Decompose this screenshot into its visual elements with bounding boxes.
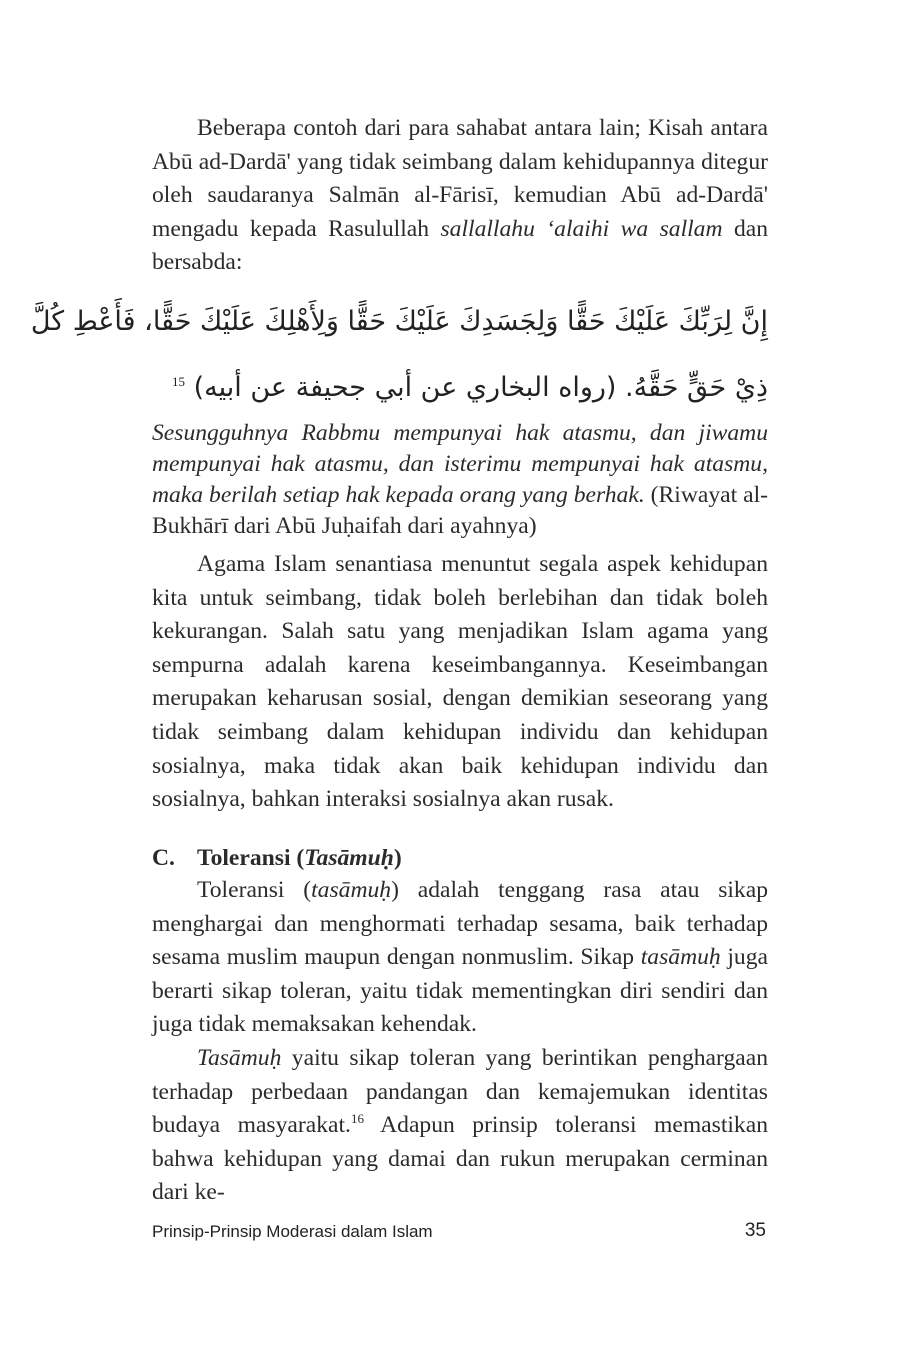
paragraph-text: juga berarti sikap toleran, yaitu tidak mementingkan diri sendiri dan juga tidak memaksakan kehendak. — [152, 944, 768, 1038]
paragraph-text: Toleransi ( — [197, 877, 312, 903]
hadith-line-2 — [152, 352, 768, 412]
section-title-italic: Tasāmuḥ — [304, 845, 394, 871]
paragraph-tasamuh — [152, 1042, 768, 1210]
term-italic: tasāmuḥ — [311, 877, 392, 903]
hadith-line-2-text: ذِيْ حَقٍّ حَقَّهُ. (رواه البخاري عن أبي جحيفة عن أبيه) — [193, 372, 768, 403]
hadith-arabic — [30, 292, 768, 412]
footer-book-title: Prinsip-Prinsip Moderasi dalam Islam — [152, 1222, 433, 1241]
paragraph-text: dan bersabda: — [152, 215, 769, 276]
paragraph-text: Adapun prinsip toleransi memastikan bahwa kehidupan yang damai dan rukun merupakan cerminan dari ke- — [152, 1112, 769, 1206]
hadith-line-1: إِنَّ لِرَبِّكَ عَلَيْكَ حَقًّا وَلِجَسَدِكَ عَلَيْكَ حَقًّا وَلِأَهْلِكَ عَلَيْكَ حَقًّا، فَأَعْطِ كُلَّ — [30, 306, 768, 337]
translation-source: (Riwayat al-Bukhārī dari Abū Juḥaifah dari ayahnya) — [152, 482, 768, 539]
section-letter: C. — [152, 845, 175, 871]
paragraph-balance — [152, 548, 768, 817]
paragraph-text: Agama Islam senantiasa menuntut segala aspek kehidupan kita untuk seimbang, tidak boleh berlebihan dan tidak boleh kekurangan. Salah satu yang menjadikan Islam agama yang sempurna adalah karena keseimbangannya. Keseimbangan merupakan keharusan sosial, dengan demikian seseorang yang tidak seimbang dalam kehidupan individu dan kehidupan sosialnya, maka tidak akan baik kehidupan individu dan sosialnya, bahkan interaksi sosialnya akan rusak. — [152, 551, 768, 813]
footer-page-number: 35 — [744, 1220, 766, 1241]
section-title: Toleransi ( — [197, 845, 305, 871]
translation-italic: Sesungguhnya Rabbmu mempunyai hak atasmu, dan jiwamu mempunyai hak atasmu, dan isterimu mempunyai hak atasmu, maka berilah setiap hak kepada orang yang berhak. — [152, 420, 768, 508]
paragraph-text: Beberapa contoh dari para sahabat antara lain; Kisah antara Abū ad-Dardā' yang tidak seimbang dalam kehidupannya ditegur oleh saudaranya Salmān al-Fārisī, kemudian Abū ad-Dardā' mengadu kepada Rasulullah — [152, 115, 768, 242]
section-title-end: ) — [393, 845, 402, 871]
italic-salawat: sallallahu ‘alaihi wa sallam — [440, 215, 723, 242]
paragraph-sahabat-examples — [152, 112, 768, 280]
footnote-marker: 16 — [350, 1111, 364, 1127]
paragraph-text: ) adalah tenggang rasa atau sikap menghargai dan menghormati terhadap sesama, baik terhadap sesama muslim maupun dengan nonmuslim. Sikap — [152, 877, 768, 971]
term-italic: Tasāmuḥ — [197, 1045, 282, 1071]
section-heading — [152, 842, 402, 875]
term-italic: tasāmuḥ — [640, 944, 721, 971]
paragraph-text: yaitu sikap toleran yang berintikan penghargaan terhadap perbedaan pandangan dan kemajemukan identitas budaya masyarakat. — [152, 1045, 768, 1139]
hadith-translation — [152, 418, 768, 542]
paragraph-toleransi-definition — [152, 874, 768, 1042]
footnote-marker: 15 — [172, 374, 185, 389]
